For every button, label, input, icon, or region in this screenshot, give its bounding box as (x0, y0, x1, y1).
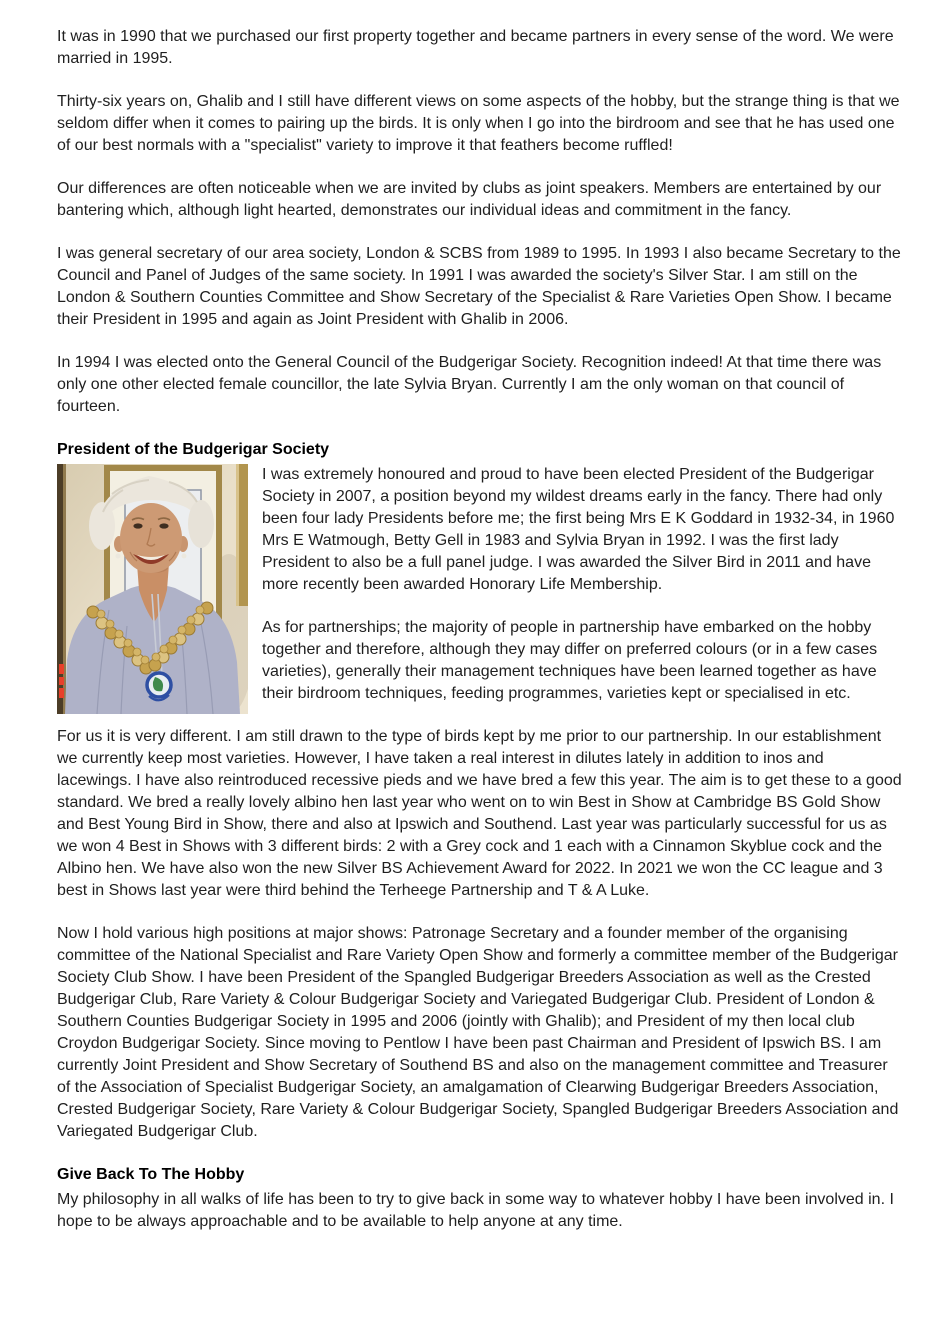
date-stamp (59, 664, 64, 698)
paragraph-general-secretary: I was general secretary of our area society, London & SCBS from 1989 to 1995. In 1993 I also became Secretary to the Council and Panel of Judges of the same society. In 1991 I was awarded the society's Silver Star. I am still on the London & Southern Counties Committee and Show Secretary of the Specialist & Rare Varieties Open Show. I became their President in 1995 and again as Joint President with Ghalib in 2006. (57, 245, 901, 328)
portrait-photo (57, 464, 248, 714)
picture-frame-right-edge (236, 464, 248, 606)
paragraph-for-us-different: For us it is very different. I am still drawn to the type of birds kept by me prior to our partnership. In our establishment we currently keep most varieties. However, I have taken a real interest in dilutes lately in addition to inos and lacewings. I have also reintroduced recessive pieds and we have bred a few this year. The aim is to get these to a good standard. We bred a really lovely albino hen last year who went on to win Best in Show at Cambridge BS Gold Show and Best Young Bird in Show, there and also at Ipswich and Southend. Last year was particularly successful for us as we won 4 Best in Shows with 3 different birds: 2 with a Grey cock and 1 each with a Cinnamon Skyblue cock and the Albino hen. We have also won the new Silver BS Achievement Award for 2022. In 2021 we won the CC league and 3 best in Shows last year were third behind the Terheege Partnership and T & A Luke. (57, 728, 902, 899)
paragraph-partnerships: As for partnerships; the majority of people in partnership have embarked on the hobby together and therefore, although they may differ on preferred colours (or in a few cases varieties), generally their management techniques have been learned together as have their birdroom techniques, feeding programmes, varieties kept or specialised in etc. (262, 619, 878, 702)
paragraph-give-back-philosophy: My philosophy in all walks of life has been to try to give back in some way to whatever hobby I have been involved in. I hope to be always approachable and to be available to help anyone at any time. (57, 1191, 894, 1230)
paragraph-high-positions: Now I hold various high positions at major shows: Patronage Secretary and a founder member of the organising committee of the National Specialist and Rare Variety Open Show and formerly a committee member of the Budgerigar Society Club Show. I have been President of the Spangled Budgerigar Breeders Association as well as the Crested Budgerigar Club, Rare Variety & Colour Budgerigar Society and Variegated Budgerigar Club. President of London & Southern Counties Budgerigar Society in 1995 and 2006 (jointly with Ghalib); and President of my then local club Croydon Budgerigar Society. Since moving to Pentlow I have been past Chairman and President of Ipswich BS. I am currently Joint President and Show Secretary of Southend BS and also on the management committee and Treasurer of the Association of Specialist Budgerigar Society, an amalgamation of Clearwing Budgerigar Breeders Association, Crested Budgerigar Society, Rare Variety & Colour Budgerigar Society, Spangled Budgerigar Breeders Association and Variegated Budgerigar Club. (57, 925, 899, 1140)
president-section (57, 464, 902, 714)
paragraph-general-council: In 1994 I was elected onto the General Council of the Budgerigar Society. Recognition indeed! At that time there was only one other elected female councillor, the late Sylvia Bryan. Currently I am the only woman on that council of fourteen. (57, 354, 882, 415)
paragraph-president-honour: I was extremely honoured and proud to have been elected President of the Budgerigar Society in 2007, a position beyond my wildest dreams early in the fancy. There had only been four lady Presidents before me; the first being Mrs E K Goddard in 1932-34, in 1960 Mrs E Watmough, Betty Gell in 1983 and Sylvia Bryan in 1992. I was the first lady President to also be a full panel judge. I was awarded the Silver Bird in 2011 and have more recently been awarded Honorary Life Membership. (262, 466, 895, 593)
section-heading-president: President of the Budgerigar Society (57, 441, 330, 458)
paragraph-joint-speakers: Our differences are often noticeable when we are invited by clubs as joint speakers. Members are entertained by our bantering which, although light hearted, demonstrates our individual ideas and commitment in the fancy. (57, 180, 882, 219)
section-heading-give-back: Give Back To The Hobby (57, 1166, 245, 1183)
president-side-text (262, 464, 902, 705)
paragraph-different-views: Thirty-six years on, Ghalib and I still have different views on some aspects of the hobby, but the strange thing is that we seldom differ when it comes to pairing up the birds. It is only when I go into the birdroom and see that he has used one of our best normals with a "specialist" variety to improve it that feathers become ruffled! (57, 93, 900, 154)
portrait-photo-illustration (57, 464, 248, 714)
medallion (147, 673, 171, 700)
paragraph-first-property: It was in 1990 that we purchased our first property together and became partners in every sense of the word. We were married in 1995. (57, 28, 894, 67)
